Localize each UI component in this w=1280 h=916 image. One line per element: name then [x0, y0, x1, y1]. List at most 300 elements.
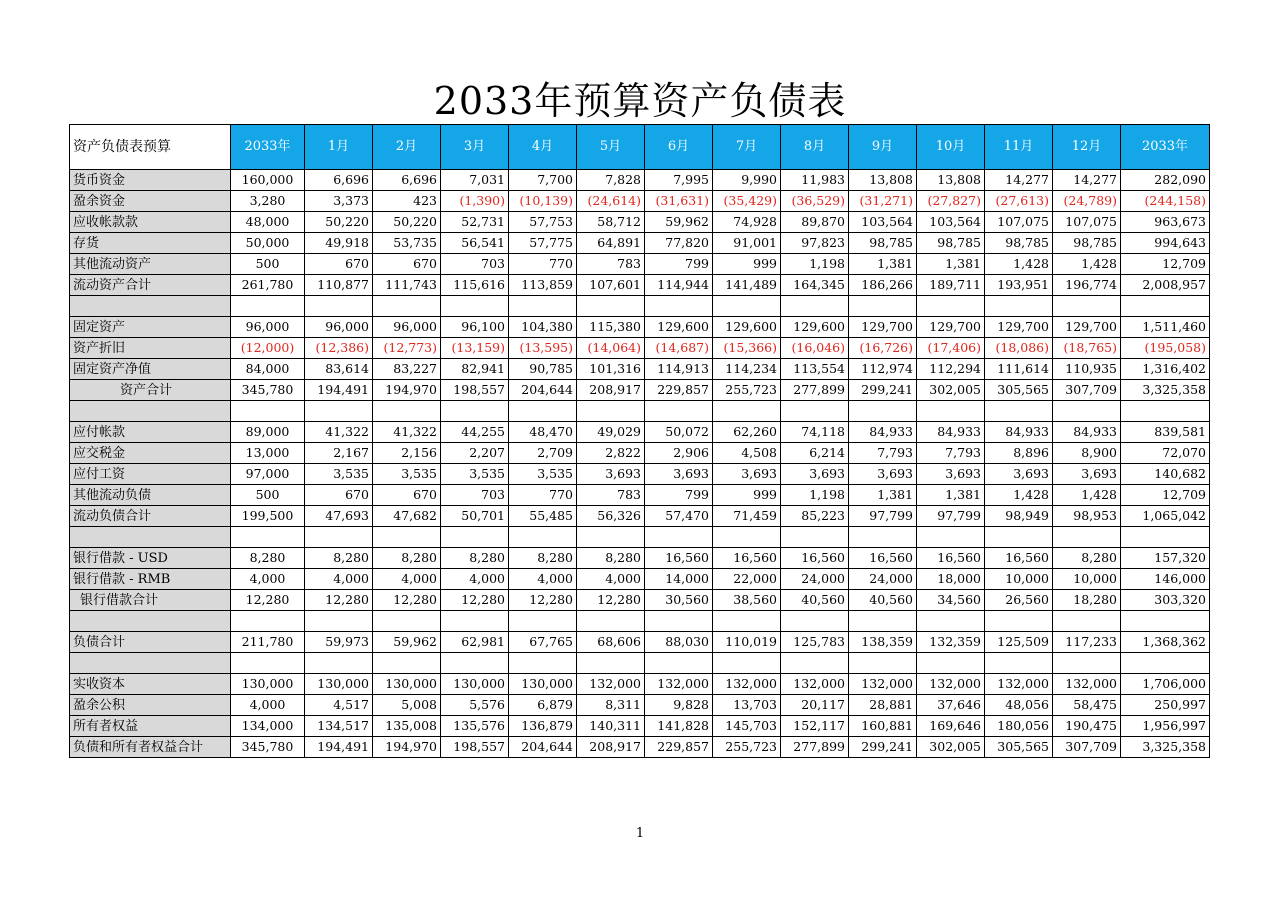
- table-cell[interactable]: [373, 653, 441, 674]
- table-cell[interactable]: 783: [577, 254, 645, 275]
- table-cell[interactable]: [645, 611, 713, 632]
- table-cell[interactable]: 799: [645, 485, 713, 506]
- table-cell[interactable]: 50,701: [441, 506, 509, 527]
- table-cell[interactable]: 160,881: [849, 716, 917, 737]
- table-cell[interactable]: 130,000: [441, 674, 509, 695]
- table-cell[interactable]: [509, 527, 577, 548]
- table-cell[interactable]: 204,644: [509, 380, 577, 401]
- table-cell[interactable]: 8,896: [985, 443, 1053, 464]
- table-cell[interactable]: 98,949: [985, 506, 1053, 527]
- table-cell[interactable]: 1,381: [917, 254, 985, 275]
- row-label[interactable]: [70, 611, 231, 632]
- table-cell[interactable]: [305, 296, 373, 317]
- table-cell[interactable]: [917, 296, 985, 317]
- table-cell[interactable]: 345,780: [231, 380, 305, 401]
- header-cell[interactable]: 2033年: [231, 125, 305, 170]
- header-cell[interactable]: 2月: [373, 125, 441, 170]
- table-cell[interactable]: (16,726): [849, 338, 917, 359]
- table-cell[interactable]: [1053, 296, 1121, 317]
- table-cell[interactable]: (12,386): [305, 338, 373, 359]
- table-cell[interactable]: 4,000: [373, 569, 441, 590]
- table-cell[interactable]: 152,117: [781, 716, 849, 737]
- row-label[interactable]: 银行借款 - RMB: [70, 569, 231, 590]
- table-cell[interactable]: (35,429): [713, 191, 781, 212]
- table-cell[interactable]: 1,706,000: [1121, 674, 1210, 695]
- table-cell[interactable]: [849, 296, 917, 317]
- table-cell[interactable]: 1,381: [849, 254, 917, 275]
- table-cell[interactable]: 208,917: [577, 380, 645, 401]
- table-cell[interactable]: 670: [373, 254, 441, 275]
- table-cell[interactable]: 58,475: [1053, 695, 1121, 716]
- table-cell[interactable]: 198,557: [441, 737, 509, 758]
- table-cell[interactable]: 111,614: [985, 359, 1053, 380]
- table-cell[interactable]: 299,241: [849, 380, 917, 401]
- table-cell[interactable]: 783: [577, 485, 645, 506]
- table-cell[interactable]: [917, 527, 985, 548]
- table-cell[interactable]: [645, 296, 713, 317]
- header-cell[interactable]: 12月: [1053, 125, 1121, 170]
- table-cell[interactable]: 4,000: [305, 569, 373, 590]
- table-cell[interactable]: 125,783: [781, 632, 849, 653]
- table-cell[interactable]: 3,693: [917, 464, 985, 485]
- table-cell[interactable]: [441, 296, 509, 317]
- table-cell[interactable]: 141,489: [713, 275, 781, 296]
- table-cell[interactable]: 4,508: [713, 443, 781, 464]
- table-cell[interactable]: 18,000: [917, 569, 985, 590]
- table-cell[interactable]: [917, 653, 985, 674]
- table-cell[interactable]: [305, 401, 373, 422]
- table-cell[interactable]: [781, 653, 849, 674]
- table-cell[interactable]: [713, 296, 781, 317]
- table-cell[interactable]: 53,735: [373, 233, 441, 254]
- table-cell[interactable]: 98,785: [985, 233, 1053, 254]
- table-cell[interactable]: 302,005: [917, 380, 985, 401]
- table-cell[interactable]: 670: [305, 485, 373, 506]
- table-cell[interactable]: [231, 296, 305, 317]
- row-label[interactable]: 应交税金: [70, 443, 231, 464]
- table-cell[interactable]: 3,535: [373, 464, 441, 485]
- table-cell[interactable]: 48,000: [231, 212, 305, 233]
- table-cell[interactable]: 67,765: [509, 632, 577, 653]
- row-label[interactable]: 银行借款 - USD: [70, 548, 231, 569]
- table-cell[interactable]: 132,000: [781, 674, 849, 695]
- table-cell[interactable]: 145,703: [713, 716, 781, 737]
- table-cell[interactable]: 50,220: [305, 212, 373, 233]
- table-cell[interactable]: 97,000: [231, 464, 305, 485]
- table-cell[interactable]: (12,773): [373, 338, 441, 359]
- table-cell[interactable]: 138,359: [849, 632, 917, 653]
- table-cell[interactable]: 9,990: [713, 170, 781, 191]
- table-cell[interactable]: [509, 296, 577, 317]
- table-cell[interactable]: 13,808: [917, 170, 985, 191]
- table-cell[interactable]: 8,280: [305, 548, 373, 569]
- table-cell[interactable]: (13,595): [509, 338, 577, 359]
- table-cell[interactable]: [985, 401, 1053, 422]
- table-cell[interactable]: [1121, 296, 1210, 317]
- table-cell[interactable]: 68,606: [577, 632, 645, 653]
- table-cell[interactable]: 114,913: [645, 359, 713, 380]
- table-cell[interactable]: 132,000: [849, 674, 917, 695]
- table-cell[interactable]: 194,970: [373, 737, 441, 758]
- table-cell[interactable]: (18,086): [985, 338, 1053, 359]
- table-cell[interactable]: 98,785: [849, 233, 917, 254]
- table-cell[interactable]: 8,280: [373, 548, 441, 569]
- table-cell[interactable]: 157,320: [1121, 548, 1210, 569]
- table-cell[interactable]: 49,918: [305, 233, 373, 254]
- table-cell[interactable]: 129,700: [849, 317, 917, 338]
- table-cell[interactable]: [645, 653, 713, 674]
- table-cell[interactable]: 500: [231, 254, 305, 275]
- table-cell[interactable]: 3,280: [231, 191, 305, 212]
- table-cell[interactable]: [645, 401, 713, 422]
- table-cell[interactable]: 345,780: [231, 737, 305, 758]
- table-cell[interactable]: 71,459: [713, 506, 781, 527]
- table-cell[interactable]: 130,000: [231, 674, 305, 695]
- table-cell[interactable]: (24,789): [1053, 191, 1121, 212]
- table-cell[interactable]: 193,951: [985, 275, 1053, 296]
- table-cell[interactable]: 14,277: [1053, 170, 1121, 191]
- table-cell[interactable]: 2,156: [373, 443, 441, 464]
- table-cell[interactable]: 12,280: [231, 590, 305, 611]
- table-cell[interactable]: 12,709: [1121, 485, 1210, 506]
- table-cell[interactable]: [509, 653, 577, 674]
- header-cell[interactable]: 11月: [985, 125, 1053, 170]
- table-cell[interactable]: [985, 527, 1053, 548]
- table-cell[interactable]: [441, 401, 509, 422]
- row-label[interactable]: 负债合计: [70, 632, 231, 653]
- table-cell[interactable]: [577, 296, 645, 317]
- table-cell[interactable]: 277,899: [781, 380, 849, 401]
- table-cell[interactable]: (16,046): [781, 338, 849, 359]
- row-label[interactable]: 资产折旧: [70, 338, 231, 359]
- table-cell[interactable]: 4,000: [441, 569, 509, 590]
- table-cell[interactable]: 111,743: [373, 275, 441, 296]
- table-cell[interactable]: 30,560: [645, 590, 713, 611]
- table-cell[interactable]: 83,227: [373, 359, 441, 380]
- table-cell[interactable]: [1053, 401, 1121, 422]
- table-cell[interactable]: 7,031: [441, 170, 509, 191]
- table-cell[interactable]: 89,870: [781, 212, 849, 233]
- table-cell[interactable]: (17,406): [917, 338, 985, 359]
- table-cell[interactable]: (27,827): [917, 191, 985, 212]
- table-cell[interactable]: 670: [373, 485, 441, 506]
- table-cell[interactable]: 38,560: [713, 590, 781, 611]
- table-cell[interactable]: 84,933: [849, 422, 917, 443]
- table-cell[interactable]: 96,000: [373, 317, 441, 338]
- table-cell[interactable]: 8,280: [231, 548, 305, 569]
- table-cell[interactable]: 62,981: [441, 632, 509, 653]
- table-cell[interactable]: 110,019: [713, 632, 781, 653]
- table-cell[interactable]: 999: [713, 254, 781, 275]
- table-cell[interactable]: [713, 611, 781, 632]
- table-cell[interactable]: 132,000: [577, 674, 645, 695]
- table-cell[interactable]: 12,709: [1121, 254, 1210, 275]
- header-cell[interactable]: 7月: [713, 125, 781, 170]
- table-cell[interactable]: 8,311: [577, 695, 645, 716]
- table-cell[interactable]: [231, 611, 305, 632]
- table-cell[interactable]: 107,075: [985, 212, 1053, 233]
- table-cell[interactable]: [577, 653, 645, 674]
- table-cell[interactable]: [1053, 611, 1121, 632]
- table-cell[interactable]: 1,198: [781, 254, 849, 275]
- table-cell[interactable]: 169,646: [917, 716, 985, 737]
- table-cell[interactable]: 3,693: [713, 464, 781, 485]
- row-label[interactable]: 应付工资: [70, 464, 231, 485]
- table-cell[interactable]: 12,280: [373, 590, 441, 611]
- table-cell[interactable]: [849, 527, 917, 548]
- table-cell[interactable]: [373, 611, 441, 632]
- table-cell[interactable]: 194,491: [305, 737, 373, 758]
- table-cell[interactable]: 1,428: [1053, 485, 1121, 506]
- table-cell[interactable]: 59,973: [305, 632, 373, 653]
- table-cell[interactable]: (18,765): [1053, 338, 1121, 359]
- table-cell[interactable]: 96,000: [305, 317, 373, 338]
- table-cell[interactable]: 84,933: [917, 422, 985, 443]
- table-cell[interactable]: 299,241: [849, 737, 917, 758]
- table-cell[interactable]: 16,560: [713, 548, 781, 569]
- table-cell[interactable]: 57,753: [509, 212, 577, 233]
- table-cell[interactable]: 115,380: [577, 317, 645, 338]
- table-cell[interactable]: 135,008: [373, 716, 441, 737]
- row-label[interactable]: 应收帐款款: [70, 212, 231, 233]
- table-cell[interactable]: 132,359: [917, 632, 985, 653]
- header-cell[interactable]: 3月: [441, 125, 509, 170]
- table-cell[interactable]: 136,879: [509, 716, 577, 737]
- table-cell[interactable]: 250,997: [1121, 695, 1210, 716]
- table-cell[interactable]: 307,709: [1053, 380, 1121, 401]
- table-cell[interactable]: [231, 527, 305, 548]
- table-cell[interactable]: 1,428: [985, 254, 1053, 275]
- row-label[interactable]: 盈余公积: [70, 695, 231, 716]
- table-cell[interactable]: 3,535: [509, 464, 577, 485]
- row-label[interactable]: 货币资金: [70, 170, 231, 191]
- table-cell[interactable]: 180,056: [985, 716, 1053, 737]
- header-cell[interactable]: 4月: [509, 125, 577, 170]
- table-cell[interactable]: 4,517: [305, 695, 373, 716]
- table-cell[interactable]: 198,557: [441, 380, 509, 401]
- table-cell[interactable]: (13,159): [441, 338, 509, 359]
- table-cell[interactable]: 12,280: [509, 590, 577, 611]
- table-cell[interactable]: 770: [509, 254, 577, 275]
- header-cell[interactable]: 8月: [781, 125, 849, 170]
- table-cell[interactable]: 134,000: [231, 716, 305, 737]
- table-cell[interactable]: 103,564: [917, 212, 985, 233]
- table-cell[interactable]: 37,646: [917, 695, 985, 716]
- table-cell[interactable]: 101,316: [577, 359, 645, 380]
- table-cell[interactable]: 132,000: [645, 674, 713, 695]
- table-cell[interactable]: [509, 611, 577, 632]
- table-cell[interactable]: 703: [441, 254, 509, 275]
- table-cell[interactable]: 20,117: [781, 695, 849, 716]
- table-cell[interactable]: 963,673: [1121, 212, 1210, 233]
- table-cell[interactable]: 4,000: [577, 569, 645, 590]
- table-cell[interactable]: 160,000: [231, 170, 305, 191]
- table-cell[interactable]: [305, 527, 373, 548]
- table-cell[interactable]: [781, 296, 849, 317]
- table-cell[interactable]: 6,696: [305, 170, 373, 191]
- row-label[interactable]: 其他流动负债: [70, 485, 231, 506]
- table-cell[interactable]: [713, 653, 781, 674]
- table-cell[interactable]: 7,793: [917, 443, 985, 464]
- table-cell[interactable]: 59,962: [373, 632, 441, 653]
- table-cell[interactable]: 4,000: [231, 569, 305, 590]
- table-cell[interactable]: 8,900: [1053, 443, 1121, 464]
- table-cell[interactable]: [509, 401, 577, 422]
- table-cell[interactable]: 5,008: [373, 695, 441, 716]
- table-cell[interactable]: 77,820: [645, 233, 713, 254]
- table-cell[interactable]: 62,260: [713, 422, 781, 443]
- table-cell[interactable]: 999: [713, 485, 781, 506]
- table-cell[interactable]: 3,693: [849, 464, 917, 485]
- table-cell[interactable]: 1,428: [985, 485, 1053, 506]
- table-cell[interactable]: 74,928: [713, 212, 781, 233]
- row-label[interactable]: [70, 653, 231, 674]
- table-cell[interactable]: [917, 401, 985, 422]
- table-cell[interactable]: 3,693: [1053, 464, 1121, 485]
- table-cell[interactable]: 229,857: [645, 737, 713, 758]
- table-cell[interactable]: 47,682: [373, 506, 441, 527]
- table-cell[interactable]: 83,614: [305, 359, 373, 380]
- table-cell[interactable]: [849, 611, 917, 632]
- table-cell[interactable]: 132,000: [985, 674, 1053, 695]
- table-cell[interactable]: 190,475: [1053, 716, 1121, 737]
- row-label[interactable]: 流动资产合计: [70, 275, 231, 296]
- table-cell[interactable]: 196,774: [1053, 275, 1121, 296]
- table-cell[interactable]: 3,693: [781, 464, 849, 485]
- table-cell[interactable]: 135,576: [441, 716, 509, 737]
- table-cell[interactable]: 26,560: [985, 590, 1053, 611]
- table-cell[interactable]: 303,320: [1121, 590, 1210, 611]
- table-cell[interactable]: 11,983: [781, 170, 849, 191]
- table-cell[interactable]: 114,944: [645, 275, 713, 296]
- table-cell[interactable]: [645, 527, 713, 548]
- table-cell[interactable]: 8,280: [577, 548, 645, 569]
- table-cell[interactable]: 799: [645, 254, 713, 275]
- table-cell[interactable]: 18,280: [1053, 590, 1121, 611]
- table-cell[interactable]: 28,881: [849, 695, 917, 716]
- table-cell[interactable]: 16,560: [917, 548, 985, 569]
- table-cell[interactable]: [713, 401, 781, 422]
- table-cell[interactable]: (24,614): [577, 191, 645, 212]
- table-cell[interactable]: [1121, 611, 1210, 632]
- table-cell[interactable]: 208,917: [577, 737, 645, 758]
- table-cell[interactable]: [985, 611, 1053, 632]
- table-cell[interactable]: 770: [509, 485, 577, 506]
- table-cell[interactable]: 64,891: [577, 233, 645, 254]
- table-cell[interactable]: 229,857: [645, 380, 713, 401]
- table-cell[interactable]: 2,709: [509, 443, 577, 464]
- table-cell[interactable]: (36,529): [781, 191, 849, 212]
- table-cell[interactable]: 670: [305, 254, 373, 275]
- table-cell[interactable]: 3,535: [305, 464, 373, 485]
- table-cell[interactable]: 57,775: [509, 233, 577, 254]
- table-cell[interactable]: (14,064): [577, 338, 645, 359]
- table-cell[interactable]: [781, 527, 849, 548]
- table-cell[interactable]: [1053, 653, 1121, 674]
- table-cell[interactable]: [231, 401, 305, 422]
- table-cell[interactable]: 44,255: [441, 422, 509, 443]
- table-cell[interactable]: 1,381: [849, 485, 917, 506]
- table-cell[interactable]: 89,000: [231, 422, 305, 443]
- table-cell[interactable]: 129,700: [1053, 317, 1121, 338]
- table-cell[interactable]: 40,560: [781, 590, 849, 611]
- table-cell[interactable]: [985, 296, 1053, 317]
- table-cell[interactable]: 129,600: [713, 317, 781, 338]
- table-cell[interactable]: 91,001: [713, 233, 781, 254]
- table-cell[interactable]: 2,008,957: [1121, 275, 1210, 296]
- table-cell[interactable]: 1,956,997: [1121, 716, 1210, 737]
- table-cell[interactable]: 13,808: [849, 170, 917, 191]
- table-cell[interactable]: 8,280: [509, 548, 577, 569]
- row-label[interactable]: 所有者权益: [70, 716, 231, 737]
- table-cell[interactable]: 16,560: [645, 548, 713, 569]
- table-cell[interactable]: 12,280: [441, 590, 509, 611]
- table-cell[interactable]: [781, 611, 849, 632]
- table-cell[interactable]: 55,485: [509, 506, 577, 527]
- table-cell[interactable]: 88,030: [645, 632, 713, 653]
- row-label[interactable]: 盈余资金: [70, 191, 231, 212]
- table-cell[interactable]: [1121, 653, 1210, 674]
- table-cell[interactable]: [917, 611, 985, 632]
- table-cell[interactable]: 57,470: [645, 506, 713, 527]
- table-cell[interactable]: 3,693: [577, 464, 645, 485]
- table-cell[interactable]: 12,280: [577, 590, 645, 611]
- table-cell[interactable]: 2,906: [645, 443, 713, 464]
- table-cell[interactable]: 261,780: [231, 275, 305, 296]
- row-label[interactable]: 其他流动资产: [70, 254, 231, 275]
- table-cell[interactable]: 117,233: [1053, 632, 1121, 653]
- table-cell[interactable]: 129,600: [781, 317, 849, 338]
- table-cell[interactable]: 194,491: [305, 380, 373, 401]
- table-cell[interactable]: [305, 611, 373, 632]
- table-cell[interactable]: 72,070: [1121, 443, 1210, 464]
- header-cell[interactable]: 2033年: [1121, 125, 1210, 170]
- table-cell[interactable]: 839,581: [1121, 422, 1210, 443]
- table-cell[interactable]: 130,000: [373, 674, 441, 695]
- row-label[interactable]: 固定资产净值: [70, 359, 231, 380]
- table-cell[interactable]: [1121, 401, 1210, 422]
- table-cell[interactable]: 107,601: [577, 275, 645, 296]
- table-cell[interactable]: 204,644: [509, 737, 577, 758]
- table-cell[interactable]: 82,941: [441, 359, 509, 380]
- table-cell[interactable]: (195,058): [1121, 338, 1210, 359]
- table-cell[interactable]: 84,933: [1053, 422, 1121, 443]
- table-cell[interactable]: 7,793: [849, 443, 917, 464]
- table-cell[interactable]: [231, 653, 305, 674]
- table-cell[interactable]: 125,509: [985, 632, 1053, 653]
- table-cell[interactable]: 129,700: [985, 317, 1053, 338]
- table-cell[interactable]: [985, 653, 1053, 674]
- table-cell[interactable]: [577, 527, 645, 548]
- table-cell[interactable]: 703: [441, 485, 509, 506]
- row-label[interactable]: [70, 527, 231, 548]
- table-cell[interactable]: [373, 527, 441, 548]
- table-cell[interactable]: 103,564: [849, 212, 917, 233]
- table-cell[interactable]: 47,693: [305, 506, 373, 527]
- table-cell[interactable]: 50,000: [231, 233, 305, 254]
- table-cell[interactable]: 3,325,358: [1121, 737, 1210, 758]
- header-cell[interactable]: 9月: [849, 125, 917, 170]
- table-cell[interactable]: 110,877: [305, 275, 373, 296]
- table-cell[interactable]: 48,470: [509, 422, 577, 443]
- table-cell[interactable]: 4,000: [509, 569, 577, 590]
- table-cell[interactable]: 112,974: [849, 359, 917, 380]
- table-cell[interactable]: 2,207: [441, 443, 509, 464]
- table-cell[interactable]: 2,822: [577, 443, 645, 464]
- table-cell[interactable]: 34,560: [917, 590, 985, 611]
- table-cell[interactable]: 132,000: [917, 674, 985, 695]
- table-cell[interactable]: 4,000: [231, 695, 305, 716]
